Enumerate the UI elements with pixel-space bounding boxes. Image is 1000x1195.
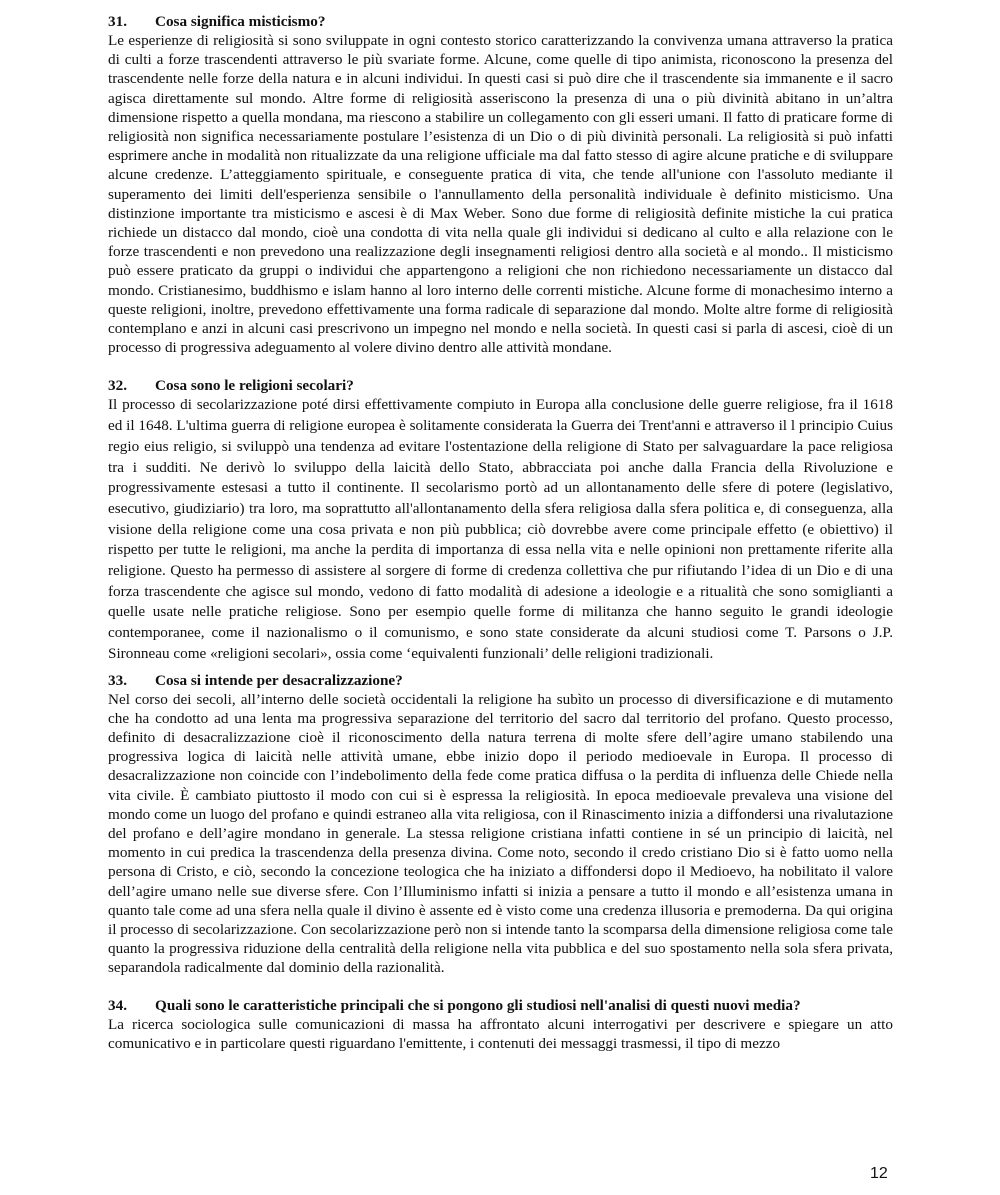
section-number: 31. xyxy=(108,13,127,30)
section-spacer xyxy=(108,357,893,376)
section-32 xyxy=(108,376,893,664)
section-paragraph: Il processo di secolarizzazione poté dirsi effettivamente compiuto in Europa alla conclusione delle guerre religiose, fra il 1618 ed il 1648. L'ultima guerra di religione europea è solitamente considerata la Guerra dei Trent'anni e attraverso il l principio Cuius regio eius religio, si sviluppò una tendenza ad evitare l'ostentazione della religione di Stato per salvaguardare la pace religiosa tra i sudditi. Ne derivò lo sviluppo della laicità dello Stato, abbracciata poi anche dalla Francia della Rivoluzione e progressivamente estesasi a tutto il continente. Il secolarismo portò ad un allontanamento delle sfere di potere (legislativo, esecutivo, giudiziario) tra loro, ma soprattutto all'allontanamento della sfera religiosa dalla sfera politica e, di conseguenza, alla visione della religione come una cosa privata e non più pubblica; ciò dovrebbe avere come principale effetto (e obiettivo) il rispetto per tutte le religioni, ma anche la perdita di importanza di essa nella vita e nelle opinioni non prettamente riferite alla religione. Questo ha permesso di assistere al sorgere di forme di credenza collettiva che pur rifiutando l’idea di un Dio e di una forza trascendente che agisce sul mondo, vedono di fatto modalità di adesione a ideologie e a ritualità che sono somiglianti a quelle usate nelle pratiche religiose. Sono per esempio quelle forme di militanza che hanno seguito le grandi ideologie contemporanee, come il nazionalismo o il comunismo, e sono state considerate da alcuni studiosi come T. Parsons o J.P. Sironneau come «religioni secolari», ossia come ‘equivalenti funzionali’ delle religioni tradizionali. xyxy=(108,396,893,662)
section-title: Cosa sono le religioni secolari? xyxy=(155,377,354,395)
section-34 xyxy=(108,996,893,1053)
section-number: 33. xyxy=(108,671,127,689)
section-paragraph: Le esperienze di religiosità si sono sviluppate in ogni contesto storico caratterizzando la convivenza umana attraverso la pratica di culti a forze trascendenti attraverso le più svariate forme. Alcune, come quelle di tipo animista, riconoscono la presenza del trascendente nelle forze della natura e in alcuni individui. In questi casi si può dire che il trascendente sia immanente e il sacro agisca direttamente sul mondo. Altre forme di religiosità asseriscono la presenza di una o più divinità abitano in un’altra dimensione rispetto a quella mondana, ma riescono a stabilire un collegamento con gli esseri umani. Il fatto di praticare forme di religiosità non significa necessariamente postulare l’esistenza di un Dio o di più divinità personali. La religiosità si può infatti esprimere anche in modalità non ritualizzate da una religione ufficiale ma dal fatto stesso di agire alcune pratiche e di sviluppare alcune credenze. L’atteggiamento spirituale, e conseguente pratica di vita, che tende all'unione con l'assoluto mediante il superamento dei limiti dell'esperienza sensibile o l'annullamento della personalità individuale è definito misticismo. Una distinzione importante tra misticismo e ascesi è di Max Weber. Sono due forme di religiosità definite mistiche la cui pratica richiede un distacco dal mondo, cioè una condotta di vita nella quale gli individui si dedicano al culto e alla relazione con le forze trascendenti e non prevedono una realizzazione degli insegnamenti religiosi dentro alla società e al mondo.. Il misticismo può essere praticato da gruppi o individui che appartengono a religioni che non richiedono necessariamente un distacco dal mondo. Cristianesimo, buddhismo e islam hanno al loro interno delle correnti mistiche. Alcune forme di monachesimo interno a queste religioni, inoltre, prevedono effettivamente una forma radicale di separazione dal mondo. Molte altre forme di religiosità contemplano e anzi in alcuni casi prescrivono un impegno nel mondo e nella società. In questi casi si parla di ascesi, cioè di un processo di progressiva adeguamento al volere divino dentro alle attività mondane. xyxy=(108,32,893,357)
document-page xyxy=(108,12,893,1053)
section-paragraph: La ricerca sociologica sulle comunicazioni di massa ha affrontato alcuni interrogativi per descrivere e spiegare un atto comunicativo e in particolare questi riguardano l'emittente, i contenuti dei messaggi trasmessi, il tipo di mezzo xyxy=(108,1015,893,1052)
section-heading xyxy=(108,671,893,690)
section-33 xyxy=(108,671,893,978)
section-31 xyxy=(108,12,893,357)
section-heading xyxy=(108,376,893,395)
section-number: 32. xyxy=(108,377,127,395)
section-spacer xyxy=(108,978,893,996)
section-heading xyxy=(108,996,893,1015)
page-number: 12 xyxy=(870,1165,888,1182)
section-title: Cosa si intende per desacralizzazione? xyxy=(155,671,403,689)
section-number: 34. xyxy=(108,996,127,1014)
section-title: Cosa significa misticismo? xyxy=(155,13,326,30)
section-title: Quali sono le caratteristiche principali che si pongono gli studiosi nell'analisi di questi nuovi media? xyxy=(155,996,801,1014)
section-paragraph: Nel corso dei secoli, all’interno delle società occidentali la religione ha subìto un processo di diversificazione e di mutamento che ha condotto ad una lenta ma progressiva separazione del territorio del sacro dal territorio del profano. Questo processo, definito di desacralizzazione cioè il riconoscimento della natura terrena di molte sfere dell’agire umano stabilendo una progressiva logica di laicità nelle attività umane, ebbe inizio dopo il periodo medioevale in Europa. Il processo di desacralizzazione non coincide con l’indebolimento della fede come pratica diffusa o la perdita di influenza delle Chiede nella vita civile. È cambiato piuttosto il modo con cui si è espressa la religiosità. In epoca medioevale prevaleva una visione del mondo come un luogo del profano e quindi estraneo alla vita religiosa, con il Rinascimento inizia a diffondersi una rivalutazione del profano e dell’agire mondano in generale. La stessa religione cristiana infatti contiene in sé un principio di laicità, nel momento in cui predica la trascendenza della presenza divina. Come noto, secondo il credo cristiano Dio si è fatto uomo nella persona di Cristo, e ciò, secondo la concezione teologica che ha iniziato a diffondersi dopo il Medioevo, ha nobilitato il valore dell’agire umano nelle sue diverse sfere. Con l’Illuminismo infatti si inizia a pensare a tutto il mondo e all’esistenza umana in quanto tale come ad una sfera nella quale il divino è assente ed è visto come una credenza illusoria e premoderna. Da qui origina il processo di secolarizzazione. Con secolarizzazione però non si intende tanto la scomparsa della dimensione religiosa come tale quanto la progressiva riduzione della centralità della religione nella vita pubblica e del suo spostamento nella sola sfera privata, separandola radicalmente dal dominio della razionalità. xyxy=(108,690,893,977)
section-heading xyxy=(108,12,893,31)
